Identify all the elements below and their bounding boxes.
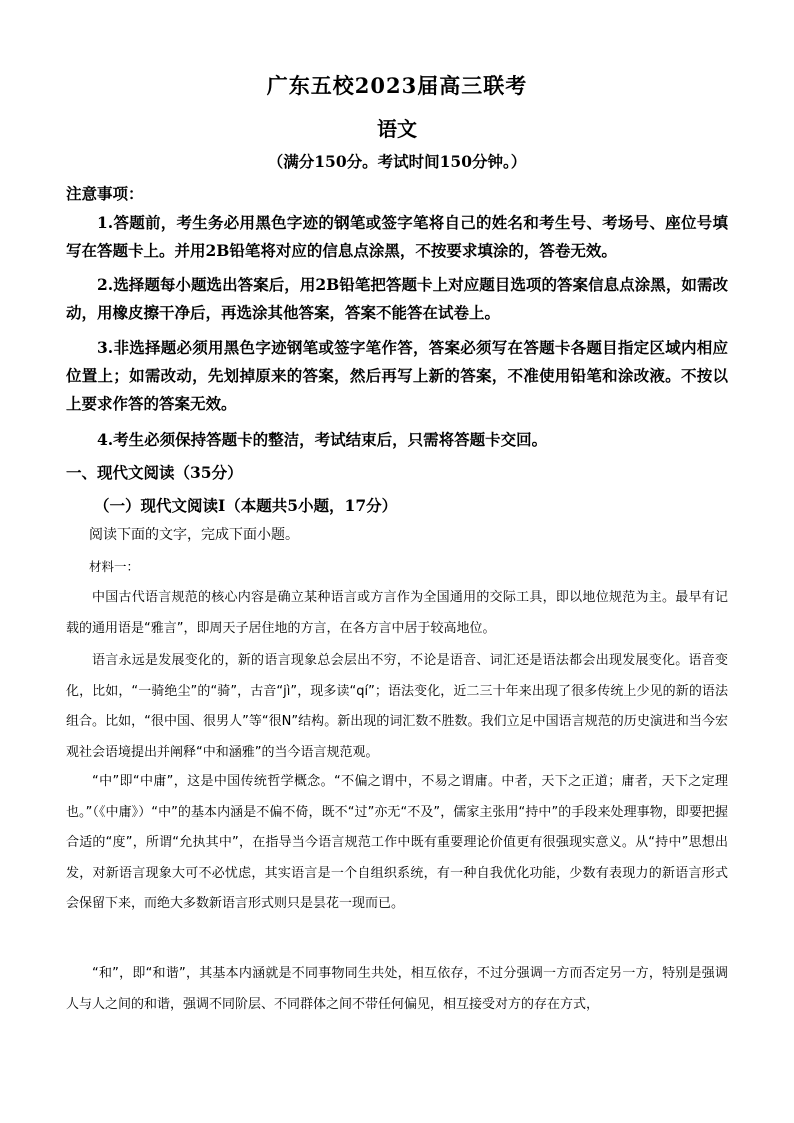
passage-paragraph: 语言永远是发展变化的，新的语言现象总会层出不穷，不论是语音、词汇还是语法都会出现发展变化。语音变化，比如，“一骑绝尘”的“骑”，古音“jì”，现多读“qí”；语法变化，近二三十年来出现了很多传统上少见的新的语法组合。比如，“很中国、很男人”等“很N”结构。新出现的词汇数不胜数。我们立足中国语言规范的历史演进和当今宏观社会语境提出并阐释“中和涵雅”的当今语言规范观。 xyxy=(66,653,728,760)
note-item: 4.考生必须保持答题卡的整洁，考试结束后，只需将答题卡交回。 xyxy=(97,430,548,449)
passage-paragraph: 中国古代语言规范的核心内容是确立某种语言或方言作为全国通用的交际工具，即以地位规范为主。最早有记载的通用语是“雅言”，即周天子居住地的方言，在各方言中居于较高地位。 xyxy=(66,590,728,636)
score-info: （满分150分。考试时间150分钟。） xyxy=(267,152,527,171)
note-item: 2.选择题每小题选出答案后，用2B铅笔把答题卡上对应题目选项的答案信息点涂黑，如需改动，用橡皮擦干净后，再选涂其他答案，答案不能答在试卷上。 xyxy=(66,275,728,322)
passage-paragraph: “和”，即“和谐”，其基本内涵就是不同事物同生共处，相互依存，不过分强调一方而否定另一方，特别是强调人与人之间的和谐，强调不同阶层、不同群体之间不带任何偏见，相互接受对方的存在方式， xyxy=(66,966,728,1012)
section-heading: 一、现代文阅读（35分） xyxy=(66,463,243,482)
note-item: 1.答题前，考生务必用黑色字迹的钢笔或签字笔将自己的姓名和考生号、考场号、座位号填写在答题卡上。并用2B铅笔将对应的信息点涂黑，不按要求填涂的，答卷无效。 xyxy=(66,213,728,260)
note-item: 3.非选择题必须用黑色字迹钢笔或签字笔作答，答案必须写在答题卡各题目指定区域内相应位置上；如需改动，先划掉原来的答案，然后再写上新的答案，不准使用铅笔和涂改液。不按以上要求作答的答案无效。 xyxy=(66,338,728,413)
subsection-heading: （一）现代文阅读Ⅰ（本题共5小题，17分） xyxy=(94,496,398,515)
material-label: 材料一： xyxy=(89,559,140,574)
passage-paragraph: “中”即“中庸”，这是中国传统哲学概念。“不偏之谓中，不易之谓庸。中者，天下之正道；庸者，天下之定理也。”（《中庸》）“中”的基本内涵是不偏不倚，既不“过”亦无“不及”，儒家主张用“持中”的手段来处理事物，即要把握合适的“度”，所谓“允执其中”，在指导当今语言规范工作中既有重要理论价值更有很强现实意义。从“持中”思想出发，对新语言现象大可不必忧虑，其实语言是一个自组织系统，有一种自我优化功能，少数有表现力的新语言形式会保留下来，而绝大多数新语言形式则只是昙花一现而已。 xyxy=(66,774,728,911)
notes-heading: 注意事项： xyxy=(66,184,144,203)
exam-subject: 语文 xyxy=(377,117,417,141)
exam-title: 广东五校2023届高三联考 xyxy=(266,73,528,98)
reading-instruction: 阅读下面的文字，完成下面小题。 xyxy=(89,527,299,543)
